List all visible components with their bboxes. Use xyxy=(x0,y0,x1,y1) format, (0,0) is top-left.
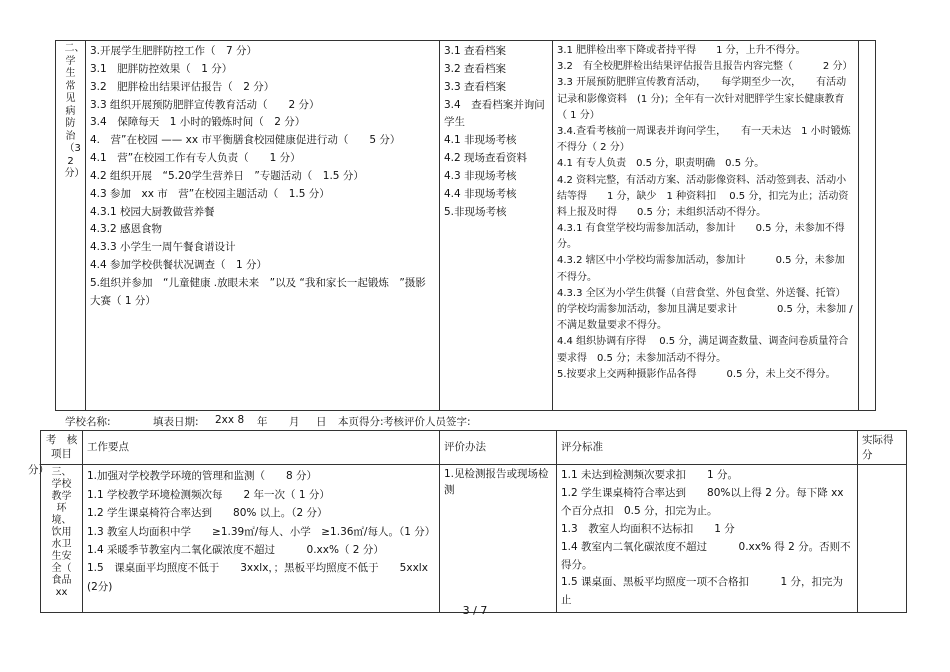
date-year: 2xx 8 xyxy=(215,414,245,426)
category-text: 二、学生常见病防治（32分） xyxy=(64,43,85,179)
page-score-label: 本页得分: xyxy=(338,416,384,428)
header-method xyxy=(440,431,557,465)
work-item: 3.2 肥胖检出结果评估报告（ 2 分） xyxy=(90,80,275,93)
side-fragment xyxy=(28,464,49,478)
work-items-cell xyxy=(86,41,440,411)
work-item: 1.4 采暖季节教室内二氧化碳浓度不超过 0.xx%（ 2 分） xyxy=(87,543,384,556)
criteria-item: 4.3.1 有食堂学校均需参加活动，参加计 0.5 分，未参加不得分。 xyxy=(557,223,845,251)
method-item: 5.非现场考核 xyxy=(444,205,507,218)
work-item: 1.3 教室人均面积中学 ≥1.39㎡/每人、小学 ≥1.36㎡/每人。（1 分） xyxy=(87,525,435,538)
bottom-criteria-table xyxy=(40,430,907,613)
methods-cell xyxy=(440,41,553,411)
criteria-item: 4.3.2 辖区中小学校均需参加活动，参加计 0.5 分，未参加不得分。 xyxy=(557,255,845,283)
method-item: 3.4 查看档案并询问学生 xyxy=(444,98,545,129)
work-item: 4. 营”在校园 —— xx 市平衡膳食校园健康促进行动（ 5 分） xyxy=(90,134,401,147)
work-item: 4.1 营”在校园工作有专人负责（ 1 分） xyxy=(90,152,301,165)
work-item: 3.开展学生肥胖防控工作（ 7 分） xyxy=(90,45,258,57)
work-item: 4.3.3 小学生一周午餐食谱设计 xyxy=(90,241,236,254)
day-label: 日 xyxy=(316,416,327,428)
work-item: 4.3.1 校园大厨教做营养餐 xyxy=(90,205,215,218)
signature-label: 考核评价人员签字: xyxy=(383,416,471,428)
criteria-item: 1.5 课桌面、黑板平均照度一项不合格扣 1 分，扣完为止 xyxy=(561,576,844,607)
work-item: 1.加强对学校教学环境的管理和监测（ 8 分） xyxy=(87,470,318,483)
method-item: 1.见检测报告或现场检测 xyxy=(444,468,549,497)
header-criteria-label: 评分标准 xyxy=(561,440,603,453)
date-label: 填表日期: xyxy=(153,416,199,428)
header-item-label: 考 核 项目 xyxy=(45,434,88,461)
work-item: 3.4 保障每天 1 小时的锻炼时间（ 2 分） xyxy=(90,116,306,129)
work-item: 4.2 组织开展 “5.20学生营养日 ”专题活动（ 1.5 分） xyxy=(90,169,364,182)
method-item: 4.4 非现场考核 xyxy=(444,187,517,200)
month-label: 月 xyxy=(289,416,300,428)
method-item: 4.1 非现场考核 xyxy=(444,134,517,147)
header-item xyxy=(41,431,88,465)
criteria-item: 5.按要求上交两种摄影作品各得 0.5 分，未上交不得分。 xyxy=(557,368,836,380)
header-work xyxy=(83,431,440,465)
category-text: 三、学校教学环境、饮用水卫生安全（ 食品 xx xyxy=(51,467,82,599)
method-item: 4.3 非现场考核 xyxy=(444,169,517,182)
work-items-cell xyxy=(83,465,440,613)
criteria-item: 4.3.3 全区为小学生供餐（自营食堂、外包食堂、外送餐、托管）的学校均需参加活动，参加且满足要求计 0.5 分，未参加 /不满足数量要求不得分。 xyxy=(557,287,853,332)
method-item: 4.2 现场查看资料 xyxy=(444,152,528,165)
criteria-item: 3.2 有全校肥胖检出结果评估报告且报告内容完整（ 2 分） xyxy=(557,61,853,73)
form-line xyxy=(65,414,925,430)
method-item: 3.2 查看档案 xyxy=(444,62,507,75)
work-item: 3.1 肥胖防控效果（ 1 分） xyxy=(90,62,233,75)
criteria-item: 4.1 有专人负责 0.5 分，职责明确 0.5 分。 xyxy=(557,158,765,170)
method-cell xyxy=(440,465,557,613)
work-item: 4.3.2 感恩食物 xyxy=(90,223,163,236)
criteria-item: 3.3 开展预防肥胖宣传教育活动， 每学期至少一次， 有活动记录和影像资料 (1 分)；全年有一次针对肥胖学生家长健康教育（ 1 分） xyxy=(557,77,847,121)
criteria-item: 1.4 教室内二氧化碳浓度不超过 0.xx% 得 2 分。否则不得分。 xyxy=(561,540,851,571)
header-criteria xyxy=(557,431,858,465)
work-item: 1.1 学校教学环境检测频次每 2 年一次（ 1 分） xyxy=(87,488,330,501)
year-label: 年 xyxy=(257,416,268,428)
work-item: 1.5 课桌面平均照度不低于 3xxlx，；黑板平均照度不低于 5xxlx (2分) xyxy=(87,562,439,593)
category-cell xyxy=(41,465,83,613)
criteria-item: 4.2 资料完整，有活动方案、活动影像资料、活动签到表、活动小结等得 1 分，缺少 1 种资料扣 0.5 分，扣完为止；活动资料上报及时得 0.5 分；未组织活动不得分。 xyxy=(557,174,849,218)
method-item: 3.1 查看档案 xyxy=(444,45,507,57)
criteria-item: 1.3 教室人均面积不达标扣 1 分 xyxy=(561,522,735,535)
work-item: 4.3 参加 xx 市 营”在校园主题活动（ 1.5 分） xyxy=(90,187,330,200)
category-cell xyxy=(56,41,86,411)
criteria-item: 3.1 肥胖检出率下降或者持平得 1 分，上升不得分。 xyxy=(557,45,806,56)
work-item: 5.组织并参加 “儿童健康 .放眼未来 ”以及 “我和家长一起锻炼 ”摄影大赛（ 1 分） xyxy=(90,276,426,307)
header-score xyxy=(858,431,907,465)
work-item: 4.4 参加学校供餐状况调查（ 1 分） xyxy=(90,259,268,272)
actual-score-cell xyxy=(858,465,907,613)
criteria-cell xyxy=(553,41,859,411)
criteria-item: 1.1 未达到检测频次要求扣 1 分。 xyxy=(561,469,739,482)
work-item: 1.2 学生课桌椅符合率达到 80% 以上。（2 分） xyxy=(87,507,328,520)
actual-score-cell xyxy=(859,41,876,411)
header-row xyxy=(41,431,907,465)
page-number: 3 / 7 xyxy=(462,604,488,617)
method-item: 3.3 查看档案 xyxy=(444,80,507,93)
top-criteria-table xyxy=(55,40,876,411)
work-item: 3.3 组织开展预防肥胖宣传教育活动（ 2 分） xyxy=(90,98,320,111)
side-fragment-text: 分） xyxy=(28,464,49,476)
school-name-label: 学校名称: xyxy=(65,416,111,428)
header-score-label: 实际得分 xyxy=(862,434,894,461)
header-work-label: 工作要点 xyxy=(87,440,129,453)
criteria-item: 3.4.查看考核前一周课表并询问学生， 有一天未达 1 小时锻炼不得分（ 2 分） xyxy=(557,125,851,154)
header-method-label: 评价办法 xyxy=(444,440,486,453)
criteria-item: 1.2 学生课桌椅符合率达到 80%以上得 2 分。每下降 xx 个百分点扣 0.5 分，扣完为止。 xyxy=(561,487,844,518)
criteria-item: 4.4 组织协调有序得 0.5 分，满足调查数量、调查问卷质量符合要求得 0.5 分；未参加活动不得分。 xyxy=(557,336,849,364)
criteria-cell xyxy=(557,465,858,613)
